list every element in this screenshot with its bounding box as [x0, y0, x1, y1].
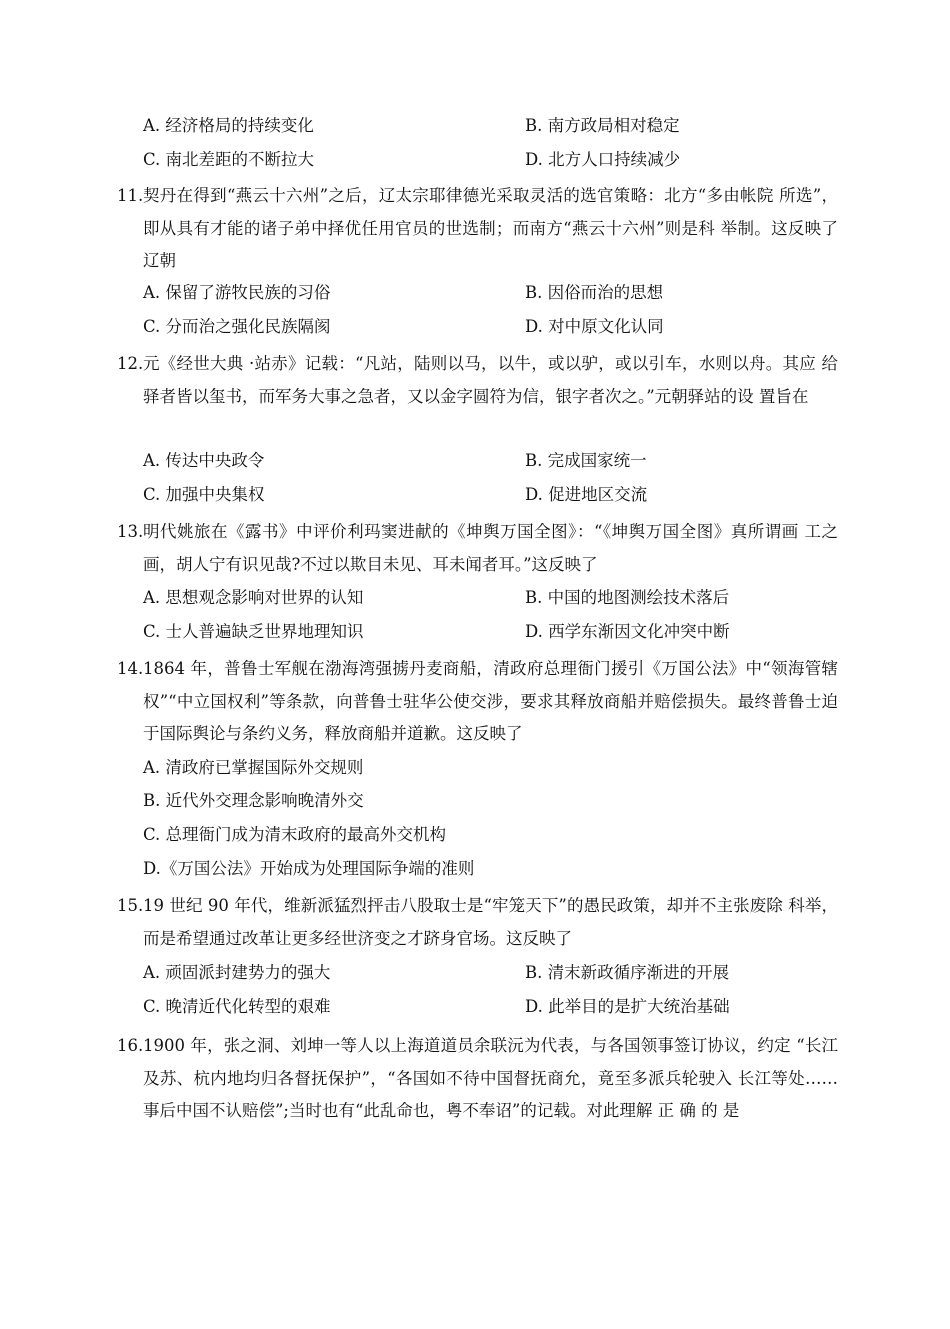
q15-number: 15. — [117, 896, 144, 915]
q12-option-d[interactable]: D. 促进地区交流 — [525, 485, 648, 504]
q11-option-c[interactable]: C. 分而治之强化民族隔阂 — [143, 317, 331, 336]
q10-option-a[interactable]: A. 经济格局的持续变化 — [143, 116, 314, 135]
q16-number: 16. — [117, 1036, 144, 1055]
q13-option-a[interactable]: A. 思想观念影响对世界的认知 — [143, 588, 364, 607]
q10-option-b[interactable]: B. 南方政局相对稳定 — [525, 116, 680, 135]
q15-option-d[interactable]: D. 此举目的是扩大统治基础 — [525, 997, 730, 1016]
q13-number: 13. — [117, 522, 144, 541]
q13-option-b[interactable]: B. 中国的地图测绘技术落后 — [525, 588, 730, 607]
q15-option-c[interactable]: C. 晚清近代化转型的艰难 — [143, 997, 331, 1016]
q11-stem: 契丹在得到“燕云十六州”之后，辽太宗耶律德光采取灵活的选官策略：北方“多由帐院 所选”，即从具有才能的诸子弟中择优任用官员的世选制；而南方“燕云十六州”则是科 举制。这反映了辽朝 — [143, 186, 838, 270]
q13-option-d[interactable]: D. 西学东渐因文化冲突中断 — [525, 622, 730, 641]
q16-stem: 1900 年，张之洞、刘坤一等人以上海道道员余联沅为代表，与各国领事签订协议，约定 “长江及苏、杭内地均归各督抚保护”，“各国如不待中国督抚商允，竟至多派兵轮驶入 长江等处……事后中国不认赔偿”;当时也有“此乱命也，粤不奉诏”的记载。对此理解 正 确 的 是 — [143, 1036, 838, 1120]
q14-number: 14. — [117, 659, 144, 678]
q15-option-b[interactable]: B. 清末新政循序渐进的开展 — [525, 963, 730, 982]
q12-option-a[interactable]: A. 传达中央政令 — [143, 451, 265, 470]
q14-option-b[interactable]: B. 近代外交理念影响晚清外交 — [143, 791, 364, 810]
q11-option-d[interactable]: D. 对中原文化认同 — [525, 317, 664, 336]
q12-number: 12. — [117, 354, 144, 373]
q12-option-c[interactable]: C. 加强中央集权 — [143, 485, 265, 504]
q14-option-d[interactable]: D.《万国公法》开始成为处理国际争端的准则 — [143, 859, 475, 878]
q14-stem: 1864 年，普鲁士军舰在渤海湾强掳丹麦商船，清政府总理衙门援引《万国公法》中“领海管辖权”“中立国权利”等条款，向普鲁士驻华公使交涉，要求其释放商船并赔偿损失。最终普鲁士迫于国际舆论与条约义务，释放商船并道歉。这反映了 — [143, 659, 838, 743]
q14-option-c[interactable]: C. 总理衙门成为清末政府的最高外交机构 — [143, 825, 447, 844]
q13-stem: 明代姚旅在《露书》中评价利玛窦进献的《坤舆万国全图》：“《坤舆万国全图》真所谓画 工之画，胡人宁有识见哉?不过以欺目未见、耳未闻者耳。”这反映了 — [143, 522, 838, 574]
q14-option-a[interactable]: A. 清政府已掌握国际外交规则 — [143, 758, 364, 777]
q15-stem: 19 世纪 90 年代，维新派猛烈抨击八股取士是“牢笼天下”的愚民政策，却并不主张废除 科举，而是希望通过改革让更多经世济变之才跻身官场。这反映了 — [143, 896, 838, 948]
q11-number: 11. — [117, 186, 144, 205]
q12-option-b[interactable]: B. 完成国家统一 — [525, 451, 647, 470]
q10-option-d[interactable]: D. 北方人口持续减少 — [525, 150, 681, 169]
q11-option-a[interactable]: A. 保留了游牧民族的习俗 — [143, 283, 331, 302]
q15-option-a[interactable]: A. 顽固派封建势力的强大 — [143, 963, 331, 982]
q13-option-c[interactable]: C. 士人普遍缺乏世界地理知识 — [143, 622, 364, 641]
q11-option-b[interactable]: B. 因俗而治的思想 — [525, 283, 664, 302]
q10-option-c[interactable]: C. 南北差距的不断拉大 — [143, 150, 315, 169]
q12-stem: 元《经世大典 ·站赤》记载：“凡站，陆则以马，以牛，或以驴，或以引车，水则以舟。其应 给驿者皆以玺书，而军务大事之急者，又以金字圆符为信，银字者次之。”元朝驿站的设 置旨在 — [143, 354, 838, 406]
